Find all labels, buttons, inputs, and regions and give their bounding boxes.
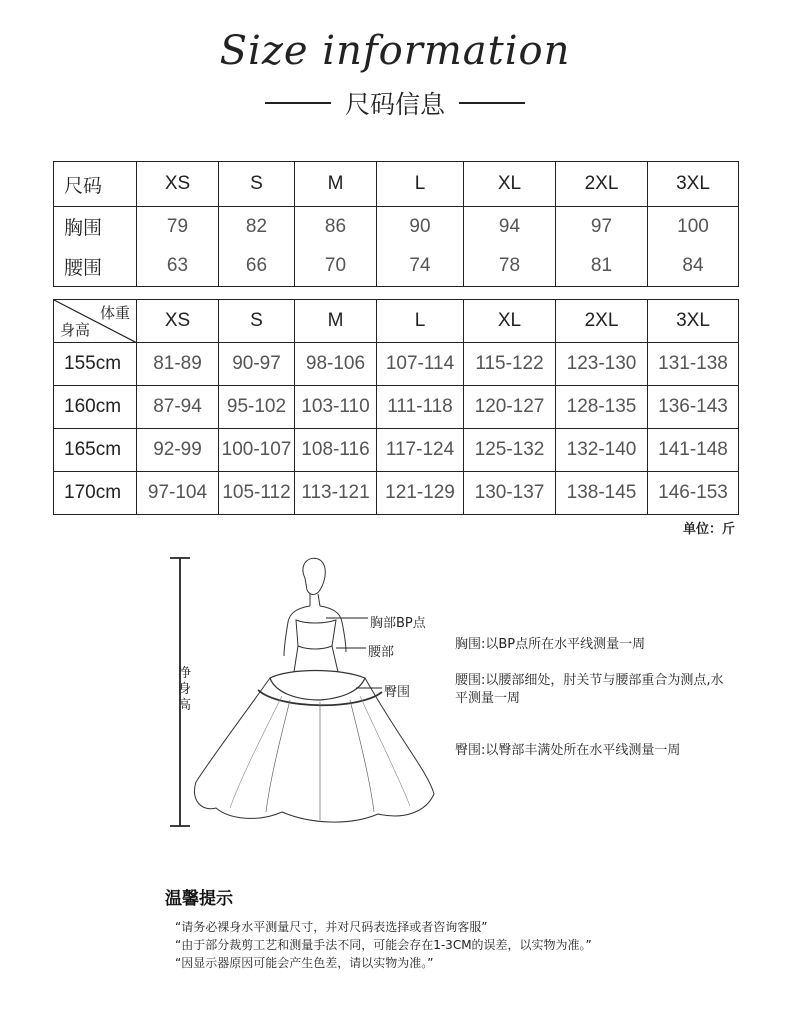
- value-cell: 130-137: [464, 472, 556, 515]
- value-cell: 128-135: [556, 386, 648, 429]
- waist-description: 腰围:以腰部细处，肘关节与腰部重合为测点,水平测量一周: [455, 673, 724, 706]
- title-rule-right: [459, 102, 525, 104]
- value-cell: 146-153: [648, 472, 739, 515]
- title-chinese-row: [0, 86, 790, 120]
- table-row: [54, 207, 739, 247]
- value-cell: 113-121: [295, 472, 377, 515]
- value-cell: 108-116: [295, 429, 377, 472]
- weight-unit-note: 单位：斤: [682, 522, 735, 537]
- size-cell: S: [219, 162, 295, 207]
- value-cell: 78: [464, 247, 556, 287]
- value-cell: 98-106: [295, 343, 377, 386]
- bust-waist-table: [53, 161, 739, 287]
- row-label: 170cm: [54, 472, 137, 515]
- value-cell: 66: [219, 247, 295, 287]
- row-label: 155cm: [54, 343, 137, 386]
- size-cell: 2XL: [556, 300, 648, 343]
- value-cell: 115-122: [464, 343, 556, 386]
- size-cell: 3XL: [648, 162, 739, 207]
- corner-weight-label: 体重: [99, 305, 130, 322]
- gown-measurement-illustration: [160, 550, 460, 840]
- value-cell: 82: [219, 207, 295, 247]
- tip-line: “因显示器原因可能会产生色差，请以实物为准。”: [175, 956, 434, 970]
- row-label: 腰围: [54, 247, 137, 287]
- value-cell: 136-143: [648, 386, 739, 429]
- title-english: Size information: [219, 28, 571, 74]
- size-cell: 3XL: [648, 300, 739, 343]
- table-row: [54, 472, 739, 515]
- diagonal-corner-cell: [54, 300, 137, 343]
- value-cell: 121-129: [377, 472, 464, 515]
- value-cell: 111-118: [377, 386, 464, 429]
- value-cell: 86: [295, 207, 377, 247]
- value-cell: 74: [377, 247, 464, 287]
- value-cell: 105-112: [219, 472, 295, 515]
- table-row: [54, 386, 739, 429]
- size-cell: L: [377, 162, 464, 207]
- value-cell: 70: [295, 247, 377, 287]
- value-cell: 131-138: [648, 343, 739, 386]
- size-cell: L: [377, 300, 464, 343]
- tip-line: “由于部分裁剪工艺和测量手法不同，可能会存在1-3CM的误差，以实物为准。”: [175, 938, 592, 952]
- value-cell: 92-99: [137, 429, 219, 472]
- size-cell: XS: [137, 300, 219, 343]
- size-cell: M: [295, 162, 377, 207]
- value-cell: 81: [556, 247, 648, 287]
- title-chinese: 尺码信息: [344, 90, 445, 119]
- row-label: 胸围: [54, 207, 137, 247]
- value-cell: 81-89: [137, 343, 219, 386]
- value-cell: 94: [464, 207, 556, 247]
- value-cell: 84: [648, 247, 739, 287]
- value-cell: 125-132: [464, 429, 556, 472]
- tip-line: “请务必裸身水平测量尺寸，并对尺码表选择或者咨询客服”: [175, 920, 488, 934]
- value-cell: 141-148: [648, 429, 739, 472]
- value-cell: 97-104: [137, 472, 219, 515]
- value-cell: 132-140: [556, 429, 648, 472]
- value-cell: 120-127: [464, 386, 556, 429]
- bust-point-label: 胸部BP点: [370, 616, 426, 631]
- hip-description: 臀围:以臀部丰满处所在水平线测量一周: [455, 743, 681, 758]
- size-cell: XL: [464, 300, 556, 343]
- value-cell: 90: [377, 207, 464, 247]
- value-cell: 117-124: [377, 429, 464, 472]
- value-cell: 100-107: [219, 429, 295, 472]
- height-weight-table: [53, 299, 739, 515]
- value-cell: 138-145: [556, 472, 648, 515]
- title-rule-left: [265, 102, 331, 104]
- table-row: [54, 429, 739, 472]
- size-cell: 2XL: [556, 162, 648, 207]
- tips-title: 温馨提示: [165, 889, 233, 909]
- size-cell: XS: [137, 162, 219, 207]
- hip-label: 臀围: [384, 685, 411, 700]
- bust-description: 胸围:以BP点所在水平线测量一周: [455, 637, 646, 652]
- size-header-label: 尺码: [54, 162, 137, 207]
- corner-height-label: 身高: [60, 322, 91, 339]
- table-header-row: [54, 162, 739, 207]
- value-cell: 100: [648, 207, 739, 247]
- value-cell: 63: [137, 247, 219, 287]
- value-cell: 103-110: [295, 386, 377, 429]
- value-cell: 123-130: [556, 343, 648, 386]
- value-cell: 97: [556, 207, 648, 247]
- value-cell: 95-102: [219, 386, 295, 429]
- size-cell: S: [219, 300, 295, 343]
- tips-list: [175, 918, 592, 972]
- value-cell: 107-114: [377, 343, 464, 386]
- waist-label: 腰部: [368, 645, 395, 660]
- size-cell: M: [295, 300, 377, 343]
- value-cell: 87-94: [137, 386, 219, 429]
- table-row: [54, 247, 739, 287]
- table-header-row: [54, 300, 739, 343]
- row-label: 165cm: [54, 429, 137, 472]
- value-cell: 79: [137, 207, 219, 247]
- height-label: 净身高: [178, 666, 192, 713]
- row-label: 160cm: [54, 386, 137, 429]
- size-cell: XL: [464, 162, 556, 207]
- value-cell: 90-97: [219, 343, 295, 386]
- table-row: [54, 343, 739, 386]
